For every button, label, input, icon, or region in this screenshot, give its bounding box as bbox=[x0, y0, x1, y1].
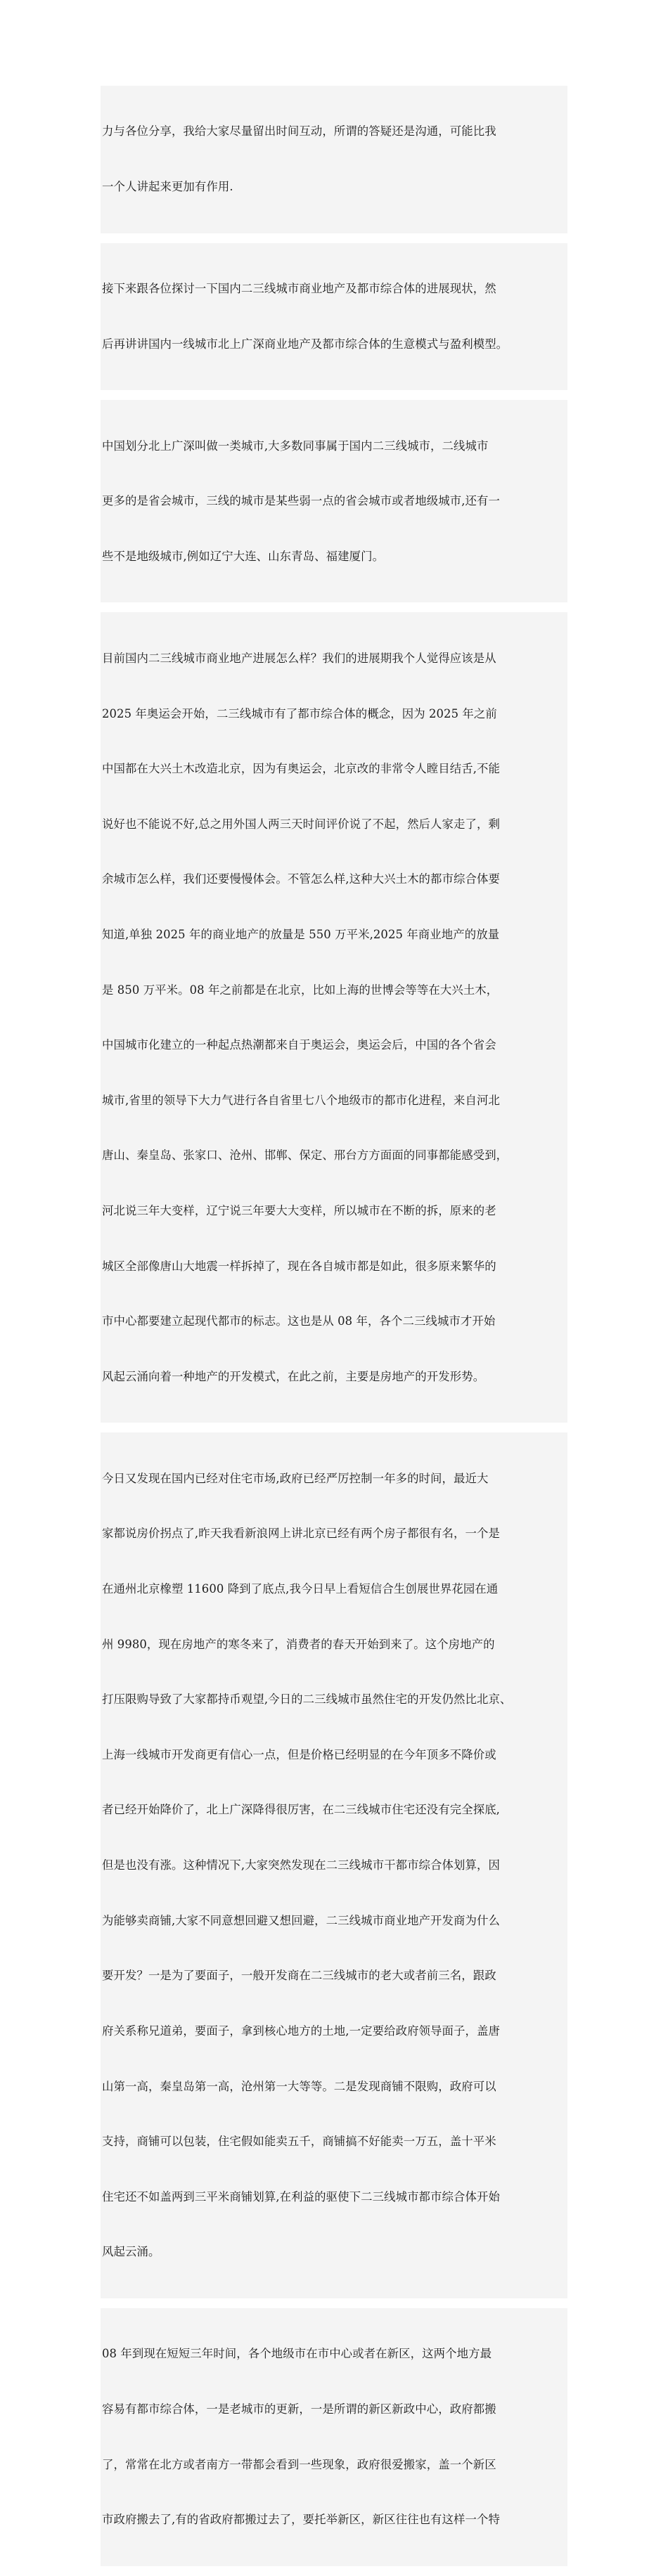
text-line: 风起云涌向着一种地产的开发模式，在此之前，主要是房地产的开发形势。 bbox=[102, 1369, 485, 1383]
paragraph bbox=[101, 612, 567, 1423]
text-line: 是 850 万平米。08 年之前都是在北京，比如上海的世博会等等在大兴土木， bbox=[102, 983, 499, 997]
text-line: 中国城市化建立的一种起点热潮都来自于奥运会，奥运会后，中国的各个省会 bbox=[102, 1038, 496, 1052]
text-line: 打压限购导致了大家都持币观望,今日的二三线城市虽然住宅的开发仍然比北京、 bbox=[102, 1692, 512, 1707]
text-line: 在通州北京橡塑 11600 降到了底点,我今日早上看短信合生创展世界花园在通 bbox=[102, 1582, 499, 1596]
text-line: 者已经开始降价了，北上广深降得很厉害，在二三线城市住宅还没有完全探底, bbox=[102, 1803, 500, 1817]
paragraph bbox=[101, 86, 567, 233]
text-line: 目前国内二三线城市商业地产进展怎么样？我们的进展期我个人觉得应该是从 bbox=[102, 651, 496, 665]
paragraph bbox=[101, 243, 567, 391]
text-line: 今日又发现在国内已经对住宅市场,政府已经严厉控制一年多的时间，最近大 bbox=[102, 1471, 489, 1485]
text-line: 支持，商铺可以包装，住宅假如能卖五千，商铺搞不好能卖一万五，盖十平米 bbox=[102, 2135, 496, 2149]
text-line: 更多的是省会城市，三线的城市是某些弱一点的省会城市或者地级城市,还有一 bbox=[102, 494, 500, 508]
text-line: 后再讲讲国内一线城市北上广深商业地产及都市综合体的生意模式与盈利模型。 bbox=[102, 337, 508, 351]
text-line: 08 年到现在短短三年时间，各个地级市在市中心或者在新区，这两个地方最 bbox=[102, 2347, 492, 2361]
text-line: 中国都在大兴土木改造北京，因为有奥运会，北京改的非常令人瞠目结舌,不能 bbox=[102, 762, 500, 776]
text-line: 说好也不能说不好,总之用外国人两三天时间评价说了不起，然后人家走了，剩 bbox=[102, 817, 500, 831]
text-line: 知道,单独 2025 年的商业地产的放量是 550 万平米,2025 年商业地产的放量 bbox=[102, 927, 500, 941]
text-line: 城区全部像唐山大地震一样拆掉了，现在各自城市都是如此，很多原来繁华的 bbox=[102, 1259, 496, 1273]
text-line: 些不是地级城市,例如辽宁大连、山东青岛、福建厦门。 bbox=[102, 549, 385, 563]
text-line: 要开发？一是为了要面子，一般开发商在二三线城市的老大或者前三名，跟政 bbox=[102, 1969, 496, 1983]
text-line: 容易有都市综合体，一是老城市的更新，一是所谓的新区新政中心，政府都搬 bbox=[102, 2402, 496, 2416]
text-line: 接下来跟各位探讨一下国内二三线城市商业地产及都市综合体的进展现状，然 bbox=[102, 282, 496, 296]
text-line: 力与各位分享，我给大家尽量留出时间互动，所谓的答疑还是沟通，可能比我 bbox=[102, 124, 496, 138]
text-line: 但是也没有涨。这种情况下,大家突然发现在二三线城市干都市综合体划算，因 bbox=[102, 1858, 500, 1872]
text-line: 住宅还不如盖两到三平米商铺划算,在利益的驱使下二三线城市都市综合体开始 bbox=[102, 2189, 500, 2203]
text-line: 2025 年奥运会开始，二三线城市有了都市综合体的概念，因为 2025 年之前 bbox=[102, 706, 497, 720]
text-line: 家都说房价拐点了,昨天我看新浪网上讲北京已经有两个房子都很有名，一个是 bbox=[102, 1527, 500, 1541]
text-line: 风起云涌。 bbox=[102, 2245, 160, 2259]
text-line: 城市,省里的领导下大力气进行各自省里七八个地级市的都市化进程，来自河北 bbox=[102, 1093, 500, 1107]
text-line: 为能够卖商铺,大家不同意想回避又想回避，二三线城市商业地产开发商为什么 bbox=[102, 1913, 500, 1927]
document-body bbox=[101, 86, 567, 2576]
text-line: 了，常常在北方或者南方一带都会看到一些现象，政府很爱搬家，盖一个新区 bbox=[102, 2457, 496, 2471]
paragraph bbox=[101, 400, 567, 602]
text-line: 唐山、秦皇岛、张家口、沧州、邯郸、保定、邢台方方面面的同事都能感受到， bbox=[102, 1148, 508, 1163]
text-line: 中国划分北上广深叫做一类城市,大多数同事属于国内二三线城市，二线城市 bbox=[102, 439, 489, 453]
text-line: 州 9980，现在房地产的寒冬来了，消费者的春天开始到来了。这个房地产的 bbox=[102, 1637, 495, 1651]
text-line: 上海一线城市开发商更有信心一点，但是价格已经明显的在今年顶多不降价或 bbox=[102, 1747, 496, 1761]
text-line: 河北说三年大变样，辽宁说三年要大大变样，所以城市在不断的拆，原来的老 bbox=[102, 1203, 496, 1217]
text-line: 府关系称兄道弟，要面子，拿到核心地方的土地,一定要给政府领导面子，盖唐 bbox=[102, 2024, 500, 2038]
text-line: 山第一高，秦皇岛第一高，沧州第一大等等。二是发现商铺不限购，政府可以 bbox=[102, 2079, 496, 2093]
paragraph bbox=[101, 2308, 567, 2566]
paragraph bbox=[101, 1432, 567, 2298]
text-line: 余城市怎么样，我们还要慢慢体会。不管怎么样,这种大兴土木的都市综合体要 bbox=[102, 872, 500, 886]
text-line: 市中心都要建立起现代都市的标志。这也是从 08 年，各个二三线城市才开始 bbox=[102, 1314, 496, 1328]
text-line: 一个人讲起来更加有作用. bbox=[102, 180, 233, 194]
text-line: 市政府搬去了,有的省政府都搬过去了，要托举新区，新区往往也有这样一个特 bbox=[102, 2513, 500, 2527]
